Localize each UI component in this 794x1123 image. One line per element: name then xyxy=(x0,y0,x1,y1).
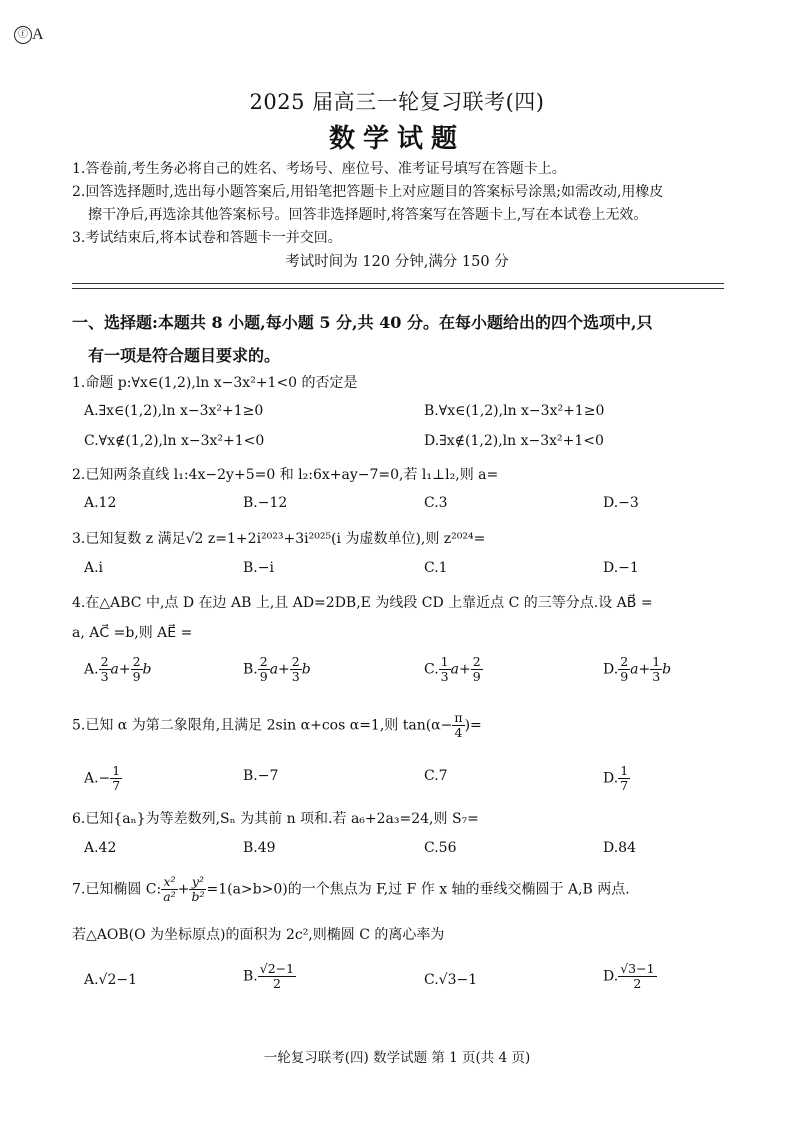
numerator: π xyxy=(454,710,463,725)
fraction xyxy=(161,875,177,904)
question-7-stem xyxy=(72,875,732,904)
q5-option-b: B.−7 xyxy=(243,768,279,784)
q4-option-d xyxy=(603,655,671,684)
q5-stem-text: 5.已知 α 为第二象限角,且满足 2sin α+cos α=1,则 tan(α− xyxy=(72,717,453,734)
fraction xyxy=(439,655,451,684)
question-1-stem: 1.命题 p:∀x∈(1,2),ln x−3x²+1<0 的否定是 xyxy=(72,375,358,391)
q7-stem-end: =1(a>b>0)的一个焦点为 F,过 F 作 x 轴的垂线交椭圆于 A,B 两点. xyxy=(206,881,630,898)
q2-option-c: C.3 xyxy=(424,495,448,511)
question-4-stem-cont: a, AC⃗ =b,则 AE⃗ = xyxy=(72,625,193,641)
numerator: √2−1 xyxy=(259,961,295,976)
q1-option-a: A.∃x∈(1,2),ln x−3x²+1≥0 xyxy=(84,403,264,419)
section-line-2: 有一项是符合题目要求的。 xyxy=(88,346,281,365)
q6-option-c: C.56 xyxy=(424,840,457,856)
q2-option-a: A.12 xyxy=(84,495,117,511)
q7-option-a: A.√2−1 xyxy=(84,972,138,988)
denominator: 3 xyxy=(440,669,449,684)
numerator: 2 xyxy=(291,654,300,669)
vector-term: a+ xyxy=(630,661,651,678)
q5-option-d xyxy=(603,764,630,793)
numerator: √3−1 xyxy=(620,961,655,976)
corner-mark xyxy=(14,26,44,44)
numerator: 1 xyxy=(440,654,449,669)
denominator: 9 xyxy=(132,669,141,684)
section-line-1: 一、选择题:本题共 8 小题,每小题 5 分,共 40 分。在每小题给出的四个选项中,只 xyxy=(72,313,653,332)
fraction xyxy=(110,764,122,793)
vector-term: b xyxy=(301,661,311,678)
numerator: 2 xyxy=(472,654,481,669)
fraction xyxy=(471,655,483,684)
denominator: 3 xyxy=(100,669,109,684)
q7-d-label: D. xyxy=(603,968,619,985)
fraction xyxy=(618,764,630,793)
q5-d-label: D. xyxy=(603,770,619,787)
corner-letter: A xyxy=(32,26,44,43)
q5-a-label: A.− xyxy=(84,770,111,787)
note-1: 1.答卷前,考生务必将自己的姓名、考场号、座位号、准考证号填写在答题卡上。 xyxy=(72,161,566,177)
q1-option-c: C.∀x∉(1,2),ln x−3x²+1<0 xyxy=(84,433,265,449)
q3-option-c: C.1 xyxy=(424,560,448,576)
q1-option-b: B.∀x∈(1,2),ln x−3x²+1≥0 xyxy=(424,403,605,419)
fraction xyxy=(258,655,270,684)
page-footer: 一轮复习联考(四) 数学试题 第 1 页(共 4 页) xyxy=(263,1050,531,1066)
fraction xyxy=(99,655,111,684)
numerator: 2 xyxy=(620,654,629,669)
q4-option-a xyxy=(84,655,152,684)
exam-title: 2025 届高三一轮复习联考(四) xyxy=(249,90,545,114)
exam-subtitle: 数学试题 xyxy=(328,124,465,154)
q5-option-c: C.7 xyxy=(424,768,448,784)
question-2-stem: 2.已知两条直线 l₁:4x−2y+5=0 和 l₂:6x+ay−7=0,若 l₁⊥l₂,则 a= xyxy=(72,467,499,483)
instructions xyxy=(72,158,732,250)
numerator: 2 xyxy=(100,654,109,669)
fraction xyxy=(258,962,296,991)
numerator: 1 xyxy=(112,763,121,778)
denominator: 9 xyxy=(620,669,629,684)
numerator: y² xyxy=(189,875,206,890)
note-3: 3.考试结束后,将本试卷和答题卡一并交回。 xyxy=(72,230,342,246)
denominator: 2 xyxy=(633,976,642,991)
denominator: 4 xyxy=(454,725,463,740)
vector-term: b xyxy=(662,661,672,678)
numerator: x² xyxy=(161,875,177,890)
question-5-stem xyxy=(72,711,732,740)
vector-term: b xyxy=(142,661,152,678)
vector-term: a+ xyxy=(450,661,471,678)
corner-circle-mark: ⓕ xyxy=(14,26,32,44)
question-7-stem-cont: 若△AOB(O 为坐标原点)的面积为 2c²,则椭圆 C 的离心率为 xyxy=(72,927,445,943)
denominator: 3 xyxy=(652,669,661,684)
q2-option-b: B.−12 xyxy=(243,495,288,511)
numerator: 2 xyxy=(132,654,141,669)
fraction xyxy=(650,655,662,684)
q3-option-d: D.−1 xyxy=(603,560,639,576)
note-2: 2.回答选择题时,选出每小题答案后,用铅笔把答题卡上对应题目的答案标号涂黑;如需改动,用橡皮 xyxy=(72,184,664,200)
denominator: 3 xyxy=(291,669,300,684)
q5-option-a xyxy=(84,764,122,793)
numerator: 1 xyxy=(652,654,661,669)
fraction xyxy=(290,655,302,684)
q7-option-c: C.√3−1 xyxy=(424,972,478,988)
q4-option-b xyxy=(243,655,311,684)
denominator: 7 xyxy=(112,778,121,793)
q7-option-b xyxy=(243,962,296,991)
q3-option-b: B.−i xyxy=(243,560,274,576)
divider-line xyxy=(72,288,724,289)
q4-a-label: A. xyxy=(84,661,99,678)
fraction xyxy=(131,655,143,684)
fraction xyxy=(452,711,464,740)
q6-option-a: A.42 xyxy=(84,840,117,856)
q3-option-a: A.i xyxy=(84,560,104,576)
question-3-stem: 3.已知复数 z 满足√2 z=1+2i²⁰²³+3i²⁰²⁵(i 为虚数单位),则 z²⁰²⁴= xyxy=(72,531,486,547)
denominator: 7 xyxy=(620,778,629,793)
q2-option-d: D.−3 xyxy=(603,495,639,511)
q4-option-c xyxy=(424,655,483,684)
q1-option-d: D.∃x∉(1,2),ln x−3x²+1<0 xyxy=(424,433,604,449)
q4-d-label: D. xyxy=(603,661,619,678)
divider-line xyxy=(72,283,724,284)
fraction xyxy=(618,655,630,684)
q4-b-label: B. xyxy=(243,661,258,678)
fraction xyxy=(618,962,656,991)
denominator: 9 xyxy=(259,669,268,684)
q6-option-d: D.84 xyxy=(603,840,636,856)
fraction xyxy=(189,875,206,904)
numerator: 2 xyxy=(259,654,268,669)
denominator: 2 xyxy=(272,976,281,991)
note-2-cont: 擦干净后,再选涂其他答案标号。回答非选择题时,将答案写在答题卡上,写在本试卷上无效。 xyxy=(88,207,648,223)
exam-time: 考试时间为 120 分钟,满分 150 分 xyxy=(285,254,509,270)
q7-option-d xyxy=(603,962,657,991)
q7-stem-text: 7.已知椭圆 C: xyxy=(72,881,162,898)
vector-term: a+ xyxy=(269,661,290,678)
plus-sign: + xyxy=(177,881,190,898)
q6-option-b: B.49 xyxy=(243,840,276,856)
vector-term: a+ xyxy=(110,661,131,678)
q5-stem-end: )= xyxy=(464,717,482,734)
q7-b-label: B. xyxy=(243,968,258,985)
q4-c-label: C. xyxy=(424,661,439,678)
section-heading xyxy=(72,306,732,372)
numerator: 1 xyxy=(620,763,629,778)
denominator: 9 xyxy=(472,669,481,684)
question-4-stem: 4.在△ABC 中,点 D 在边 AB 上,且 AD=2DB,E 为线段 CD 上靠近点 C 的三等分点.设 AB⃗ = xyxy=(72,595,653,611)
denominator: a² xyxy=(163,889,176,904)
denominator: b² xyxy=(191,889,205,904)
question-6-stem: 6.已知{aₙ}为等差数列,Sₙ 为其前 n 项和.若 a₆+2a₃=24,则 S₇= xyxy=(72,811,479,827)
